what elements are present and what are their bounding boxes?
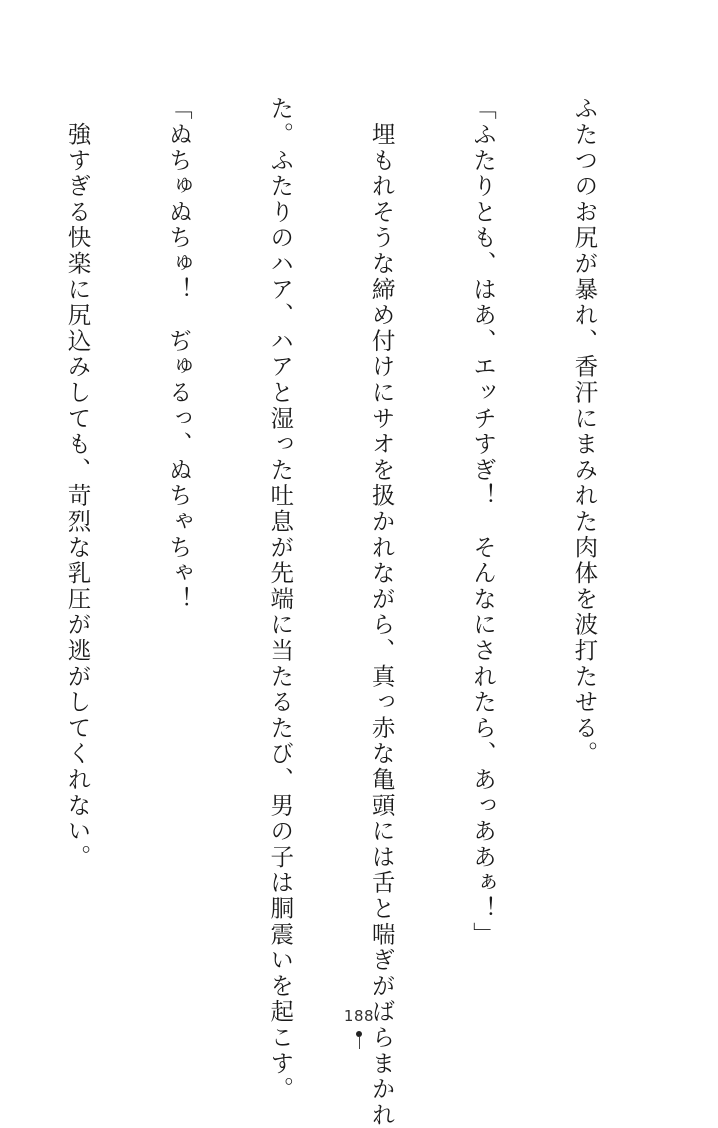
text-line: 「ふたりとも、はあ、エッチすぎ！ そんなにされたら、あっああぁ！」 — [469, 96, 498, 948]
text-line: 埋もれそうな締め付けにサオを扱かれながら、真っ赤な亀頭には舌と喘ぎがばらまかれ — [367, 96, 396, 1128]
text-line: 強すぎる快楽に尻込みしても、苛烈な乳圧が逃がしてくれない。 — [63, 96, 92, 870]
page-footer — [0, 1006, 718, 1025]
page-ornament-stem — [359, 1037, 360, 1049]
text-line: た。ふたりのハア、ハアと湿った吐息が先端に当たるたび、男の子は胴震いを起こす。 — [266, 96, 295, 1103]
page-number: 188 — [343, 1007, 375, 1025]
text-line: 「ぬちゅぬちゅ！ ぢゅるっ、ぬちゃちゃ！ — [164, 96, 193, 612]
text-line: ふたつのお尻が暴れ、香汗にまみれた肉体を波打たせる。 — [570, 96, 599, 767]
